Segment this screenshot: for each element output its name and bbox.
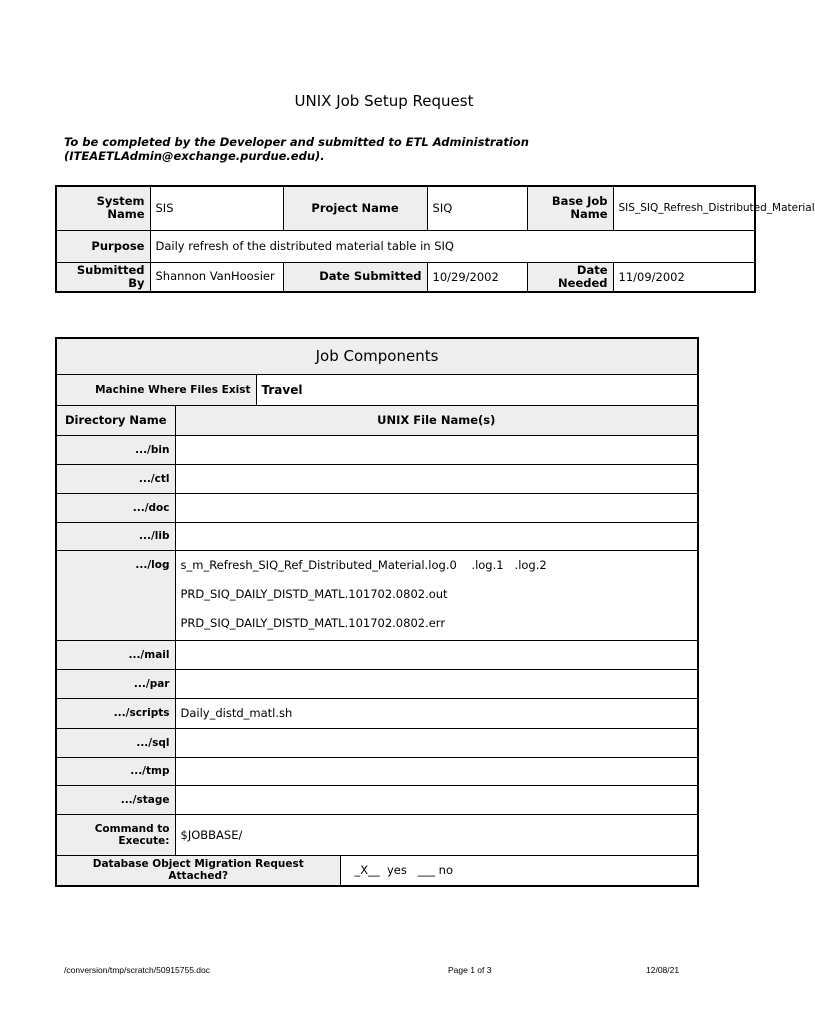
footer-date: 12/08/21 [646,965,680,975]
migration-label: Database Object Migration Request Attached? [56,855,340,886]
dir-par: .../par [56,669,175,698]
file-par [175,669,698,698]
file-log [175,550,698,640]
unix-file-names-header: UNIX File Name(s) [175,405,698,435]
dir-scripts: .../scripts [56,698,175,728]
instructions-line-2: (ITEAETLAdmin@exchange.purdue.edu). [64,149,325,163]
file-ctl [175,464,698,493]
system-name-value: SIS [150,186,283,230]
file-bin [175,435,698,464]
file-lib [175,522,698,550]
machine-label: Machine Where Files Exist [56,374,256,405]
dir-stage: .../stage [56,785,175,814]
log-file-3: PRD_SIQ_DAILY_DISTD_MATL.101702.0802.err [180,615,446,630]
job-components-table [55,337,699,887]
footer-path: /conversion/tmp/scratch/50915755.doc [64,965,211,975]
instructions-line-1: To be completed by the Developer and submitted to ETL Administration [64,135,529,149]
file-mail [175,640,698,669]
purpose-label: Purpose [56,230,150,262]
command-label: Command to Execute: [56,814,175,855]
instructions [64,135,664,163]
purpose-value: Daily refresh of the distributed material table in SIQ [150,230,755,262]
date-needed-value: 11/09/2002 [613,262,755,292]
job-components-heading: Job Components [56,338,698,374]
file-tmp [175,757,698,785]
log-file-1: s_m_Refresh_SIQ_Ref_Distributed_Material.log.0 .log.1 .log.2 [180,557,547,572]
base-job-name-label: Base Job Name [527,186,613,230]
migration-value: _X__ yes ___ no [340,855,698,886]
submitted-by-label: Submitted By [56,262,150,292]
base-job-name-value: SIS_SIQ_Refresh_Distributed_Material [613,186,755,230]
dir-lib: .../lib [56,522,175,550]
log-file-2: PRD_SIQ_DAILY_DISTD_MATL.101702.0802.out [180,586,448,601]
dir-mail: .../mail [56,640,175,669]
file-stage [175,785,698,814]
dir-log: .../log [56,550,175,640]
directory-name-header: Directory Name [56,405,175,435]
dir-tmp: .../tmp [56,757,175,785]
date-submitted-label: Date Submitted [283,262,427,292]
date-needed-label: Date Needed [527,262,613,292]
dir-sql: .../sql [56,728,175,757]
file-sql [175,728,698,757]
dir-bin: .../bin [56,435,175,464]
page-title: UNIX Job Setup Request [294,92,474,110]
file-doc [175,493,698,522]
command-value: $JOBBASE/ [175,814,698,855]
system-name-label: System Name [56,186,150,230]
project-name-value: SIQ [427,186,527,230]
dir-doc: .../doc [56,493,175,522]
file-scripts: Daily_distd_matl.sh [175,698,698,728]
project-name-label: Project Name [283,186,427,230]
date-submitted-value: 10/29/2002 [427,262,527,292]
request-info-table [55,185,815,293]
dir-ctl: .../ctl [56,464,175,493]
footer-page: Page 1 of 3 [448,965,492,975]
machine-value: Travel [256,374,698,405]
submitted-by-value: Shannon VanHoosier [150,262,283,292]
